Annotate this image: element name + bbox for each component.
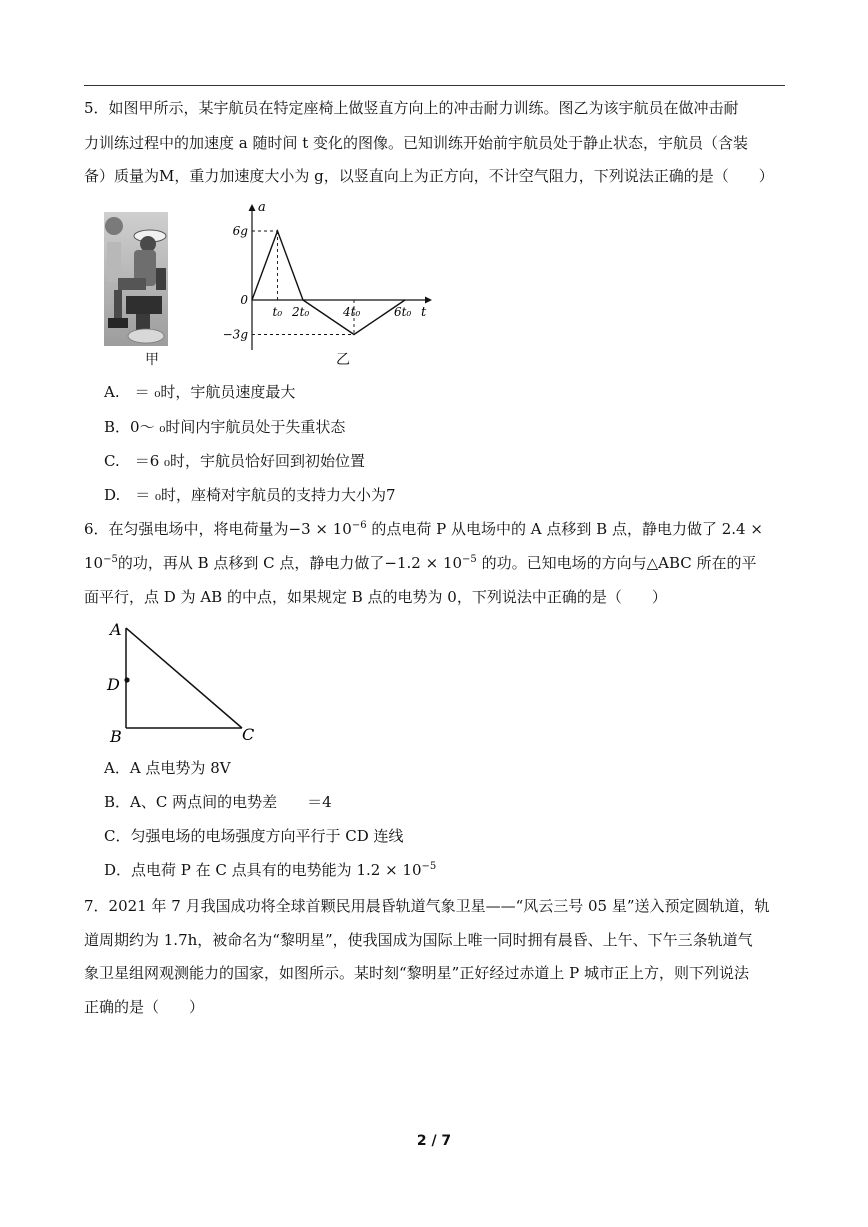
q7-line-3: 象卫星组网观测能力的国家，如图所示。某时刻“黎明星”正好经过赤道上 P 城市正上方，则下列说法 — [84, 964, 749, 982]
q5-line-1: 5．如图甲所示，某宇航员在特定座椅上做竖直方向上的冲击耐力训练。图乙为该宇航员在做冲击耐 — [84, 99, 739, 117]
q7-line-2: 道周期约为 1.7h，被命名为“黎明星”，使我国成为国际上唯一同时拥有晨昏、上午、下午三条轨道气 — [84, 931, 753, 949]
q6-work1-exp: −5 — [103, 554, 118, 565]
q6-line-1-a: 6．在匀强电场中，将电荷量为 — [84, 520, 289, 538]
q6-line-2 — [84, 553, 804, 573]
q6-option-d-exp: −5 — [421, 861, 437, 872]
label-a: A — [110, 620, 122, 639]
q6-line-1 — [84, 519, 804, 539]
q5-option-a[interactable]: A. ＝ ₀时，宇航员速度最大 — [104, 383, 296, 401]
header-rule — [84, 85, 785, 86]
q6-option-d[interactable] — [104, 860, 436, 880]
caption-yi: 乙 — [336, 352, 350, 368]
page-number: 2 / 7 — [416, 1133, 452, 1149]
caption-jia: 甲 — [145, 352, 159, 368]
q6-line-2-b: 的功，再从 B 点移到 C 点，静电力做了 — [117, 554, 385, 572]
q5-line-2: 力训练过程中的加速度 a 随时间 t 变化的图像。已知训练开始前宇航员处于静止状态，宇航员（含装 — [84, 134, 749, 152]
q5-line-3: 备）质量为M，重力加速度大小为 g，以竖直向上为正方向，不计空气阻力，下列说法正确的是（ ） — [84, 167, 774, 185]
q6-line-1-b: 的点电荷 P 从电场中的 A 点移到 B 点，静电力做了 2.4 × — [371, 520, 763, 538]
q6-option-d-text: D．点电荷 P 在 C 点具有的电势能为 — [104, 861, 352, 879]
y-tick-label: 6g — [232, 224, 248, 238]
q6-option-b[interactable]: B．A、C 两点间的电势差 ＝4 — [104, 793, 332, 811]
point-d-icon — [124, 677, 129, 682]
q6-option-d-value — [356, 861, 436, 879]
q5-option-c[interactable]: C. ＝6 ₀时，宇航员恰好回到初始位置 — [104, 452, 366, 470]
x-tick-label: 2t₀ — [292, 305, 310, 319]
q6-charge-exp: −6 — [351, 520, 367, 531]
q6-work2-base: −1.2 × 10 — [384, 554, 463, 572]
label-d: D — [107, 675, 120, 694]
y-axis-label: a — [258, 200, 266, 215]
label-c: C — [242, 725, 255, 744]
x-axis-arrow-icon — [425, 297, 432, 304]
q5-option-d[interactable]: D. ＝ ₀时，座椅对宇航员的支持力大小为7 — [104, 486, 396, 504]
y-tick-label: −3g — [222, 327, 248, 342]
q6-work1-cont — [84, 554, 118, 572]
q6-line-2-c: 的功。已知电场的方向与△ABC 所在的平 — [481, 554, 757, 572]
q6-work2 — [384, 554, 476, 572]
acceleration-time-chart — [220, 195, 440, 365]
q6-line-3: 面平行，点 D 为 AB 的中点，如果规定 B 点的电势为 0，下列说法中正确的是（ ） — [84, 588, 667, 606]
q7-line-4: 正确的是（ ） — [84, 998, 205, 1016]
q6-charge-base: −3 × 10 — [288, 520, 352, 538]
triangle-abc-diagram — [104, 616, 274, 746]
q5-option-b[interactable]: B．0～ ₀时间内宇航员处于失重状态 — [104, 418, 346, 436]
q6-work1-base: 10 — [84, 554, 104, 572]
q6-work2-exp: −5 — [462, 554, 477, 565]
y-axis-arrow-icon — [249, 204, 256, 211]
q6-option-a[interactable]: A．A 点电势为 8V — [104, 759, 231, 777]
q7-line-1: 7．2021 年 7 月我国成功将全球首颗民用晨昏轨道气象卫星——“风云三号 05 星”送入预定圆轨道，轨 — [84, 897, 770, 915]
q6-charge — [289, 520, 367, 538]
x-axis-label: t — [421, 305, 427, 320]
astronaut-photo — [104, 212, 168, 346]
y-tick-label: 0 — [240, 293, 248, 307]
x-tick-label: 6t₀ — [394, 305, 412, 319]
q6-option-c[interactable]: C．匀强电场的电场强度方向平行于 CD 连线 — [104, 827, 404, 845]
q6-option-d-base: 1.2 × 10 — [356, 861, 422, 879]
label-b: B — [110, 727, 122, 746]
x-tick-label: t₀ — [272, 305, 283, 319]
x-tick-label: 4t₀ — [343, 305, 361, 319]
